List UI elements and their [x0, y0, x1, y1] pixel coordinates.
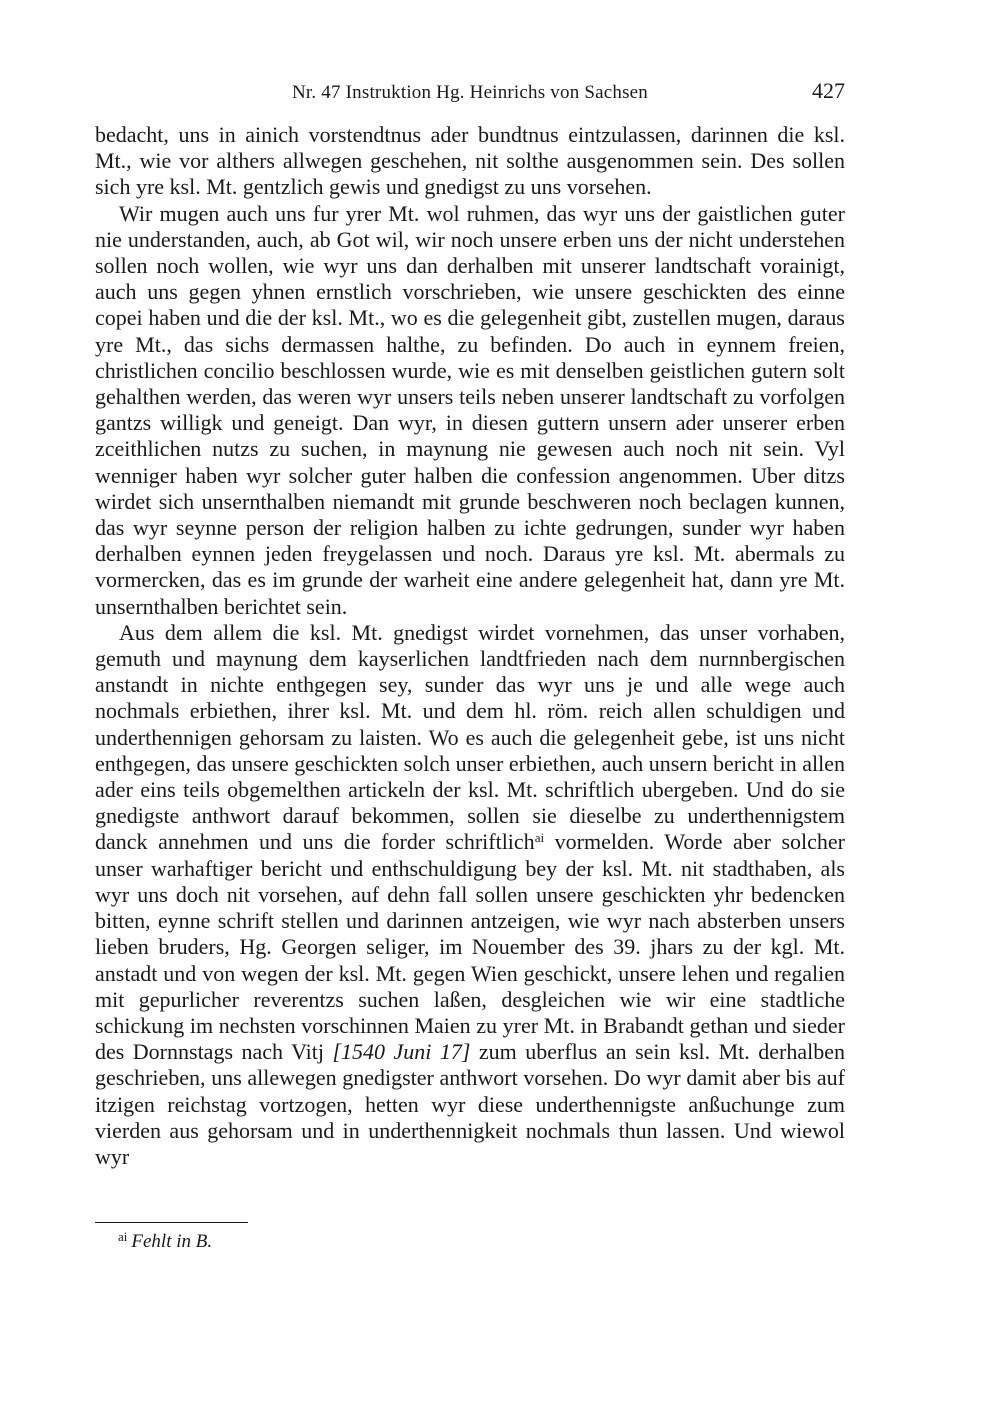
editorial-date: [1540 Juni 17] [332, 1039, 471, 1065]
paragraph-3-text-a: Aus dem allem die ksl. Mt. gnedigst wirdet vornehmen, das unser vorhaben, gemuth und maynung dem kayserlichen landtfrieden nach dem nurnnbergischen anstandt in nichte enthgegen sey, sunder das wyr uns je und alle wege auch nochmals erbiethen, ihrer ksl. Mt. und dem hl. röm. reich allen schuldigen und underthennigen gehorsam zu laisten. Wo es auch die gelegenheit gebe, ist uns nicht enthgegen, das unsere geschickten solch unser erbiethen, auch unsern bericht in allen ader eins teils obgemelthen artickeln der ksl. Mt. schriftlich ubergeben. Und do sie gnedigste anthwort darauf bekommen, sollen sie dieselbe zu underthennigstem danck annehmen und uns die forder schriftlich [95, 619, 845, 855]
footnote-label: ai [118, 1229, 128, 1244]
footnote-reference-ai[interactable]: ai [534, 830, 545, 846]
footnote-separator [95, 1222, 248, 1223]
footnote-text: Fehlt in B. [131, 1231, 213, 1252]
page [95, 78, 845, 1170]
body-text [95, 122, 845, 1170]
running-title: Nr. 47 Instruktion Hg. Heinrichs von Sachsen [291, 82, 649, 103]
footnote-ai [118, 1229, 212, 1253]
paragraph-2: Wir mugen auch uns fur yrer Mt. wol ruhmen, das wyr uns der gaistlichen guter nie understanden, auch, ab Got wil, wir noch unsere erben uns der nicht understehen sollen noch wollen, wie wyr uns dan derhalben mit unserer landtschaft vorainigt, auch uns gegen yhnen ernstlich vorschrieben, wie unsere geschickten des einne copei haben und die der ksl. Mt., wo es die gelegenheit gibt, zustellen mugen, daraus yre Mt., das sichs dermassen halthe, zu befinden. Do auch in eynnem freien, christlichen concilio beschlossen wurde, wie es mit denselben geistlichen gutern solt gehalthen werden, das weren wyr unsers teils neben unserer landtschaft zu vorfolgen gantzs willigk und geneigt. Dan wyr, in diesen guttern unsern ader unserer erben zceithlichen nutzs zu suchen, in maynung nie gewesen auch noch nit sein. Vyl wenniger haben wyr solcher guter halben die confession angenommen. Uber ditzs wirdet sich unsernthalben niemandt mit grunde beschweren noch beclagen kunnen, das wyr seynne person der religion halben zu ichte gedrungen, sunder wyr haben derhalben eynnen jeden freygelassen und noch. Daraus yre ksl. Mt. abermals zu vormercken, das es im grunde der warheit eine andere gelegenheit hat, dann yre Mt. unsernthalben berichtet sein. [95, 200, 845, 619]
paragraph-1: bedacht, uns in ainich vorstendtnus ader bundtnus eintzulassen, darinnen die ksl. Mt., wie vor althers allwegen geschehen, nit solthe ausgenommen sein. Des sollen sich yre ksl. Mt. gentzlich gewis und gnedigst zu uns vorsehen. [95, 122, 845, 200]
running-head [95, 78, 845, 108]
page-number: 427 [812, 78, 845, 103]
paragraph-3-text-c: zum uberflus an sein ksl. Mt. derhalben geschrieben, uns allewegen gnedigster anthwort vorsehen. Do wyr damit aber bis auf itzigen reichstag vortzogen, hetten wyr diese underthennigste anßuchunge zum vierden aus gehorsam und in underthennigkeit nochmals thun lassen. Und wiewol wyr [95, 1039, 846, 1169]
paragraph-3 [95, 620, 845, 1170]
paragraph-3-text-b: vormelden. Worde aber solcher unser warhaftiger bericht und enthschuldigung bey der ksl. Mt. nit stadthaben, als wyr uns doch nit vorsehen, auf dehn fall sollen unsere geschickten yhr bedencken bitten, eynne schrift stellen und darinnen antzeigen, wie wyr nach absterben unsers lieben bruders, Hg. Georgen seliger, im Nouember des 39. jhars zu der kgl. Mt. anstadt und von wegen der ksl. Mt. gegen Wien geschickt, unsere lehen und regalien mit gepurlicher reverentzs suchen laßen, desgleichen wie wir eine stadtliche schickung im nechsten vorschinnen Maien zu yrer Mt. in Brabandt gethan und sieder des Dornnstags nach Vitj [95, 829, 845, 1065]
